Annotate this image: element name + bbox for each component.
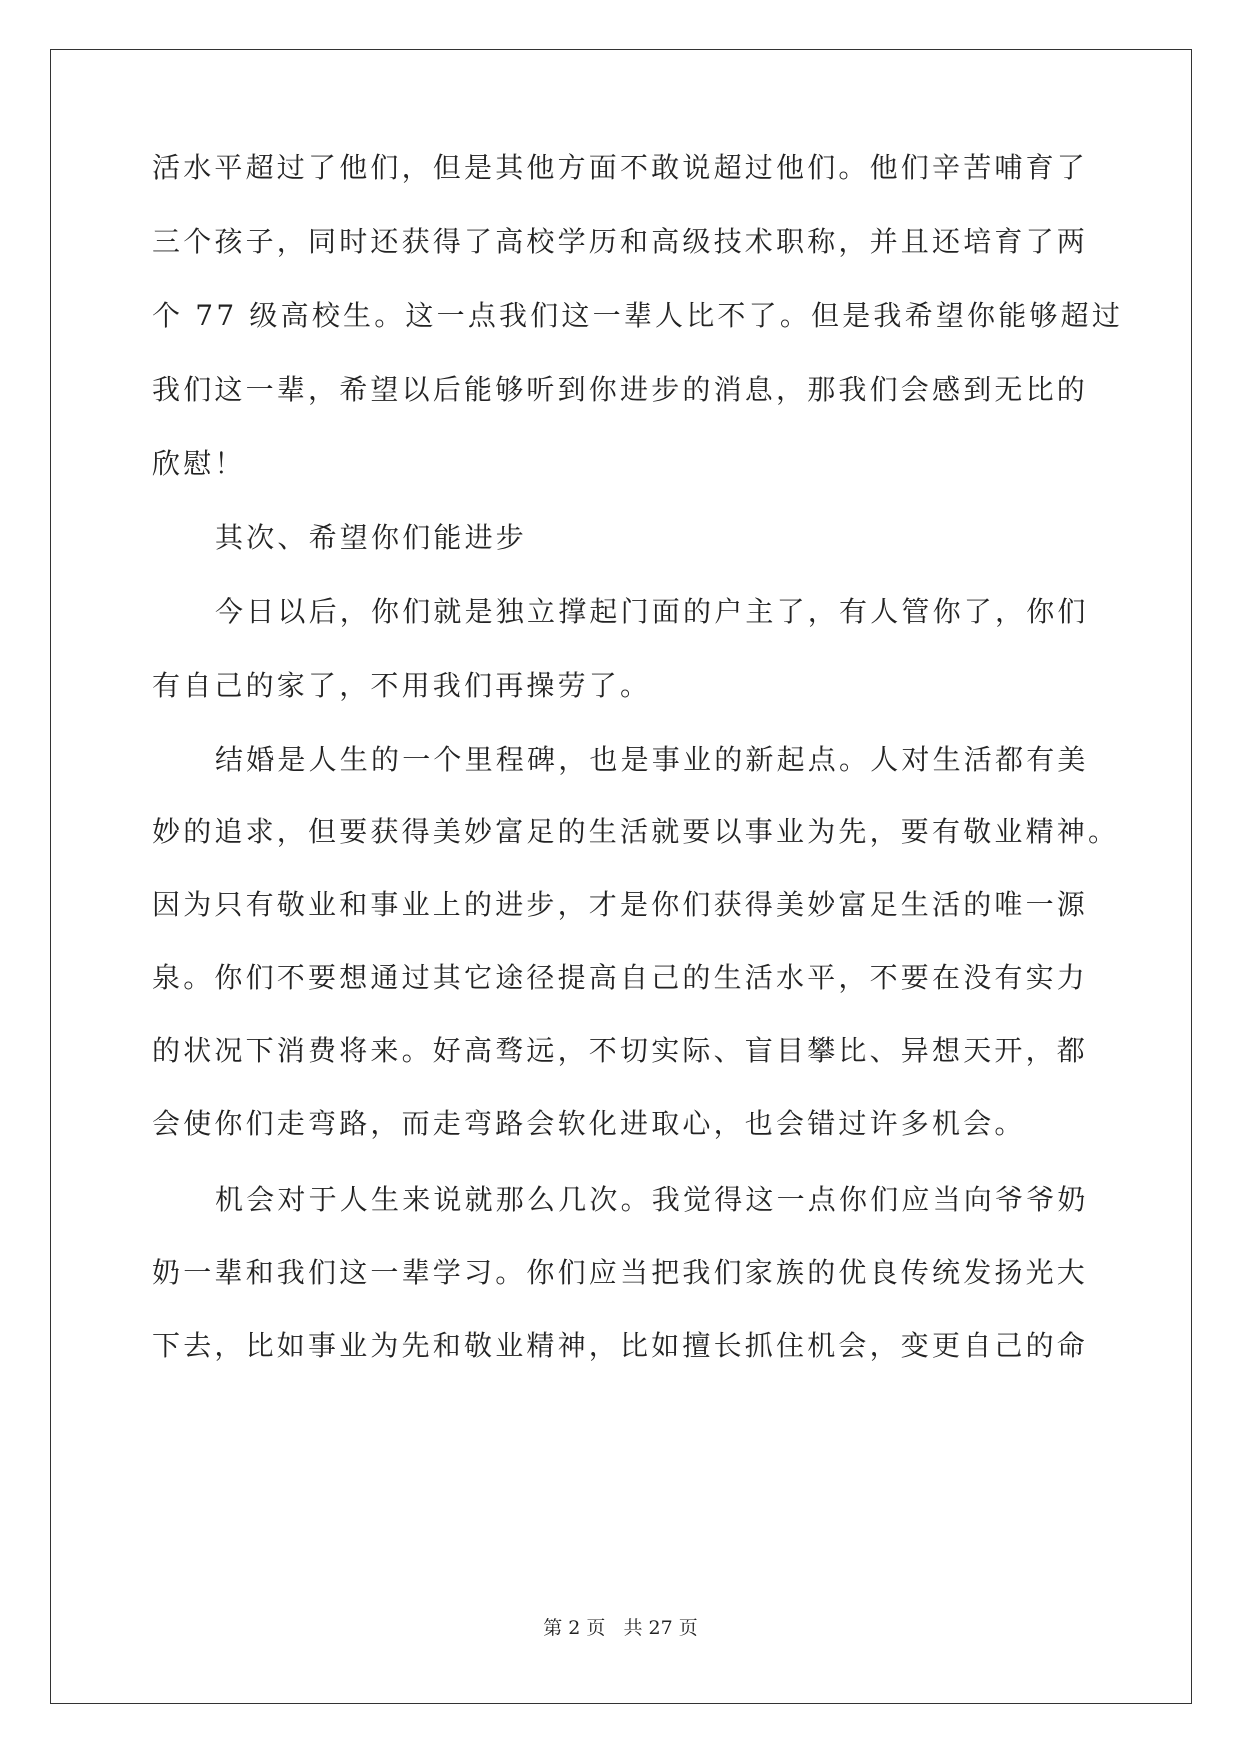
text-line: 结婚是人生的一个里程碑，也是事业的新起点。人对生活都有美 <box>215 743 1089 776</box>
text-line: 活水平超过了他们，但是其他方面不敢说超过他们。他们辛苦哺育了 <box>152 151 1089 184</box>
text-line: 个 77 级高校生。这一点我们这一辈人比不了。但是我希望你能够超过 <box>152 299 1124 332</box>
text-line: 会使你们走弯路，而走弯路会软化进取心，也会错过许多机会。 <box>152 1107 1026 1140</box>
text-line: 泉。你们不要想通过其它途径提高自己的生活水平，不要在没有实力 <box>152 961 1089 994</box>
text-line: 妙的追求，但要获得美妙富足的生活就要以事业为先，要有敬业精神。 <box>152 815 1120 848</box>
text-line: 下去，比如事业为先和敬业精神，比如擅长抓住机会，变更自己的命 <box>152 1329 1089 1362</box>
text-line: 的状况下消费将来。好高骛远，不切实际、盲目攀比、异想天开，都 <box>152 1034 1089 1067</box>
page-footer <box>0 1616 1241 1640</box>
text-line: 因为只有敬业和事业上的进步，才是你们获得美妙富足生活的唯一源 <box>152 888 1089 921</box>
text-line: 机会对于人生来说就那么几次。我觉得这一点你们应当向爷爷奶 <box>215 1183 1089 1216</box>
page-number: 第 2 页 <box>543 1617 606 1639</box>
text-line: 欣慰！ <box>152 447 246 480</box>
text-line: 奶一辈和我们这一辈学习。你们应当把我们家族的优良传统发扬光大 <box>152 1256 1089 1289</box>
text-line: 三个孩子，同时还获得了高校学历和高级技术职称，并且还培育了两 <box>152 225 1089 258</box>
text-line: 我们这一辈，希望以后能够听到你进步的消息，那我们会感到无比的 <box>152 373 1089 406</box>
text-line: 有自己的家了，不用我们再操劳了。 <box>152 669 652 702</box>
total-pages: 共 27 页 <box>623 1617 698 1639</box>
section-heading: 其次、希望你们能进步 <box>215 521 528 554</box>
text-line: 今日以后，你们就是独立撑起门面的户主了，有人管你了，你们 <box>215 595 1089 628</box>
